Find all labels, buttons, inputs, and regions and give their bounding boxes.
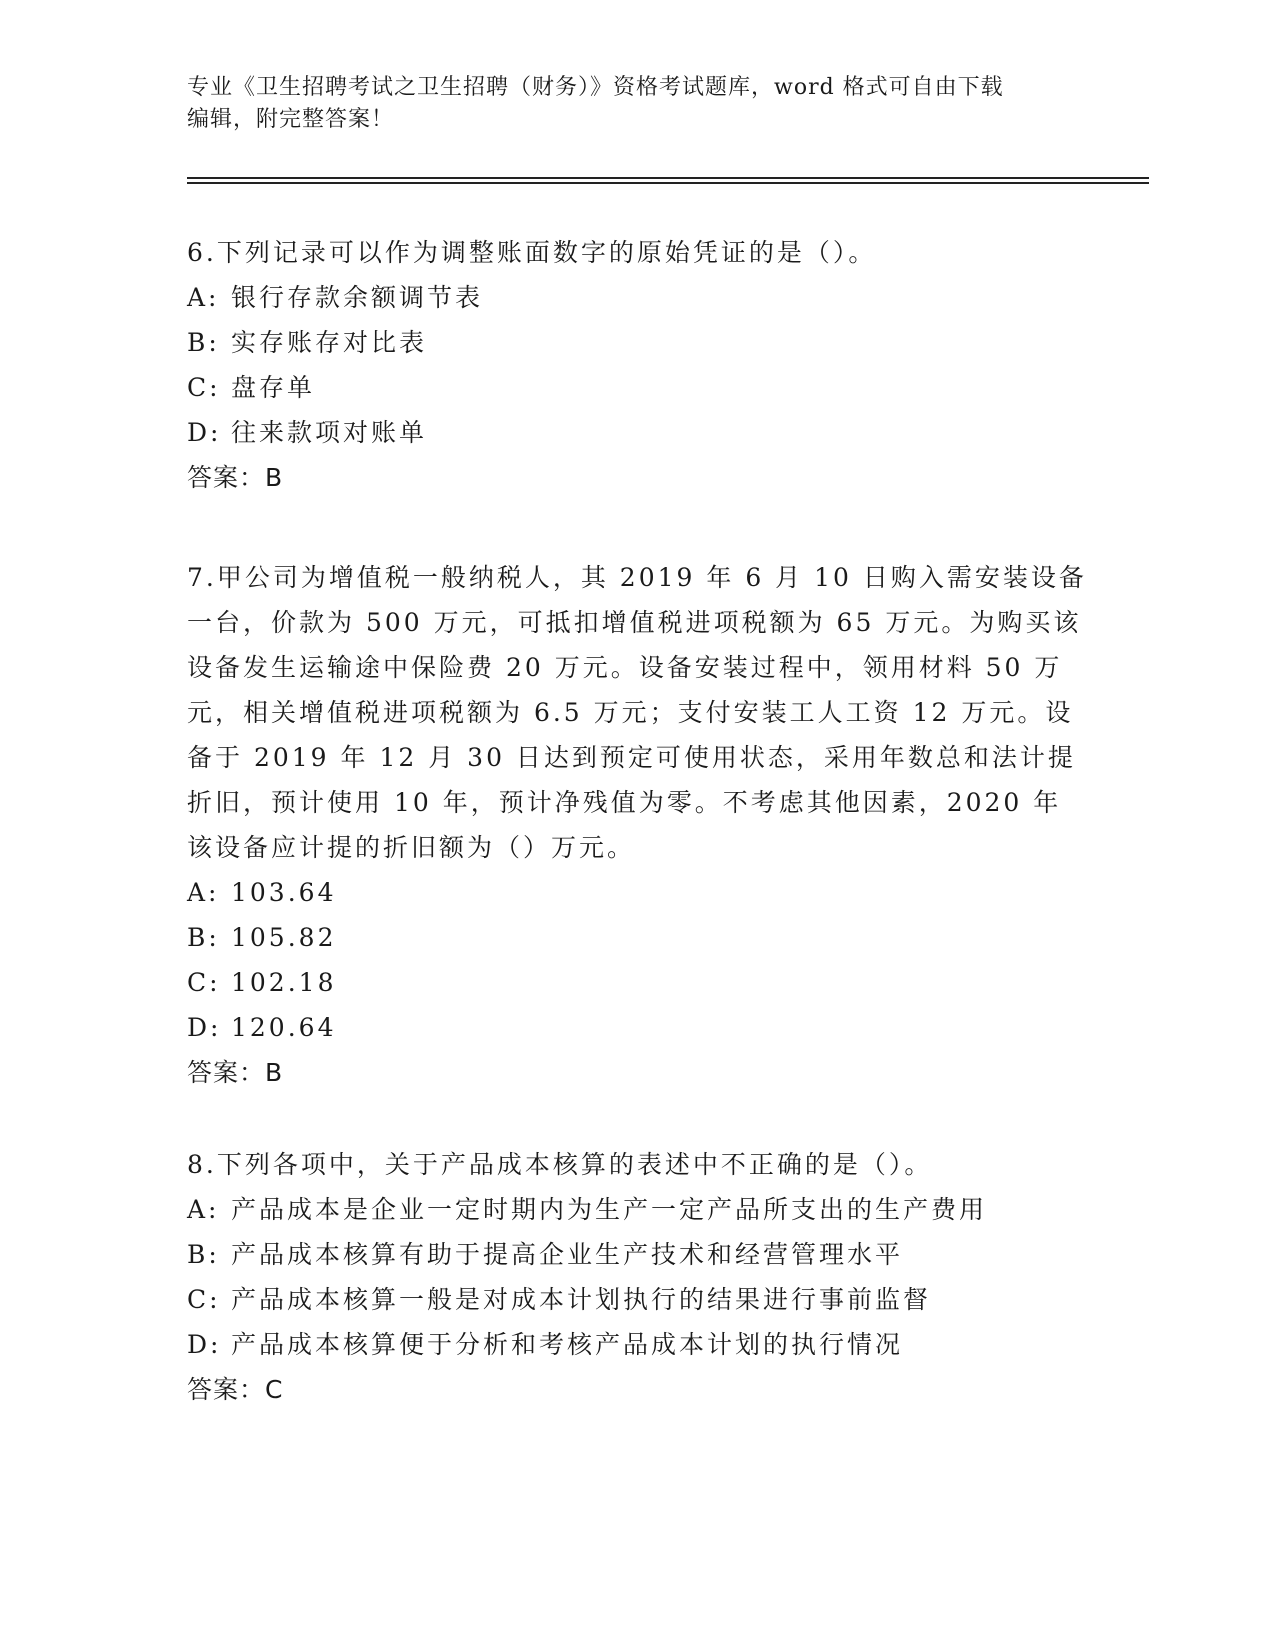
option-key: B:: [187, 328, 220, 357]
option-text: 盘存单: [231, 373, 316, 402]
question-6: [187, 230, 1087, 500]
header-divider-top: [187, 177, 1149, 179]
option-key: A:: [187, 878, 220, 907]
option-text: 产品成本核算有助于提高企业生产技术和经营管理水平: [231, 1240, 904, 1269]
option-c: [187, 1277, 1087, 1322]
header-divider-bottom: [187, 182, 1149, 184]
option-key: D:: [187, 1013, 222, 1042]
header-line-2: 编辑，附完整答案！: [187, 107, 395, 132]
option-text: 产品成本核算一般是对成本计划执行的结果进行事前监督: [231, 1285, 932, 1314]
option-text: 120.64: [231, 1013, 337, 1042]
option-a: [187, 870, 1087, 915]
question-7: [187, 555, 1087, 1095]
option-text: 103.64: [231, 878, 337, 907]
option-b: [187, 1232, 1087, 1277]
question-stem: 8.下列各项中，关于产品成本核算的表述中不正确的是（）。: [187, 1150, 933, 1179]
document-header: [187, 72, 1087, 136]
option-key: A:: [187, 283, 220, 312]
option-a: [187, 1187, 1087, 1232]
option-key: B:: [187, 1240, 220, 1269]
option-c: [187, 960, 1087, 1005]
option-text: 产品成本是企业一定时期内为生产一定产品所支出的生产费用: [231, 1195, 988, 1224]
option-key: A:: [187, 1195, 220, 1224]
option-text: 往来款项对账单: [231, 418, 428, 447]
option-text: 实存账存对比表: [231, 328, 428, 357]
option-key: C:: [187, 373, 221, 402]
option-d: [187, 410, 1087, 455]
question-8: [187, 1142, 1087, 1412]
answer: 答案：B: [187, 1058, 284, 1087]
question-stem: 7.甲公司为增值税一般纳税人，其 2019 年 6 月 10 日购入需安装设备一台，价款为 500 万元，可抵扣增值税进项税额为 65 万元。为购买该设备发生运输途中保险费 20 万元。设备安装过程中，领用材料 50 万元，相关增值税进项税额为 6.5 万元；支付安装工人工资 12 万元。设备于 2019 年 12 月 30 日达到预定可使用状态，采用年数总和法计提折旧，预计使用 10 年，预计净残值为零。不考虑其他因素，2020 年该设备应计提的折旧额为（）万元。: [187, 563, 1087, 862]
option-key: D:: [187, 418, 222, 447]
option-text: 102.18: [231, 968, 337, 997]
option-text: 产品成本核算便于分析和考核产品成本计划的执行情况: [231, 1330, 904, 1359]
answer: 答案：B: [187, 463, 284, 492]
option-text: 105.82: [231, 923, 337, 952]
option-key: C:: [187, 1285, 221, 1314]
option-b: [187, 915, 1087, 960]
option-d: [187, 1005, 1087, 1050]
option-c: [187, 365, 1087, 410]
option-text: 银行存款余额调节表: [231, 283, 484, 312]
option-a: [187, 275, 1087, 320]
option-key: C:: [187, 968, 221, 997]
option-b: [187, 320, 1087, 365]
option-d: [187, 1322, 1087, 1367]
header-line-1: 专业《卫生招聘考试之卫生招聘（财务）》资格考试题库，word 格式可自由下载: [187, 75, 1004, 100]
option-key: D:: [187, 1330, 222, 1359]
option-key: B:: [187, 923, 220, 952]
answer: 答案：C: [187, 1375, 284, 1404]
question-stem: 6.下列记录可以作为调整账面数字的原始凭证的是（）。: [187, 238, 877, 267]
